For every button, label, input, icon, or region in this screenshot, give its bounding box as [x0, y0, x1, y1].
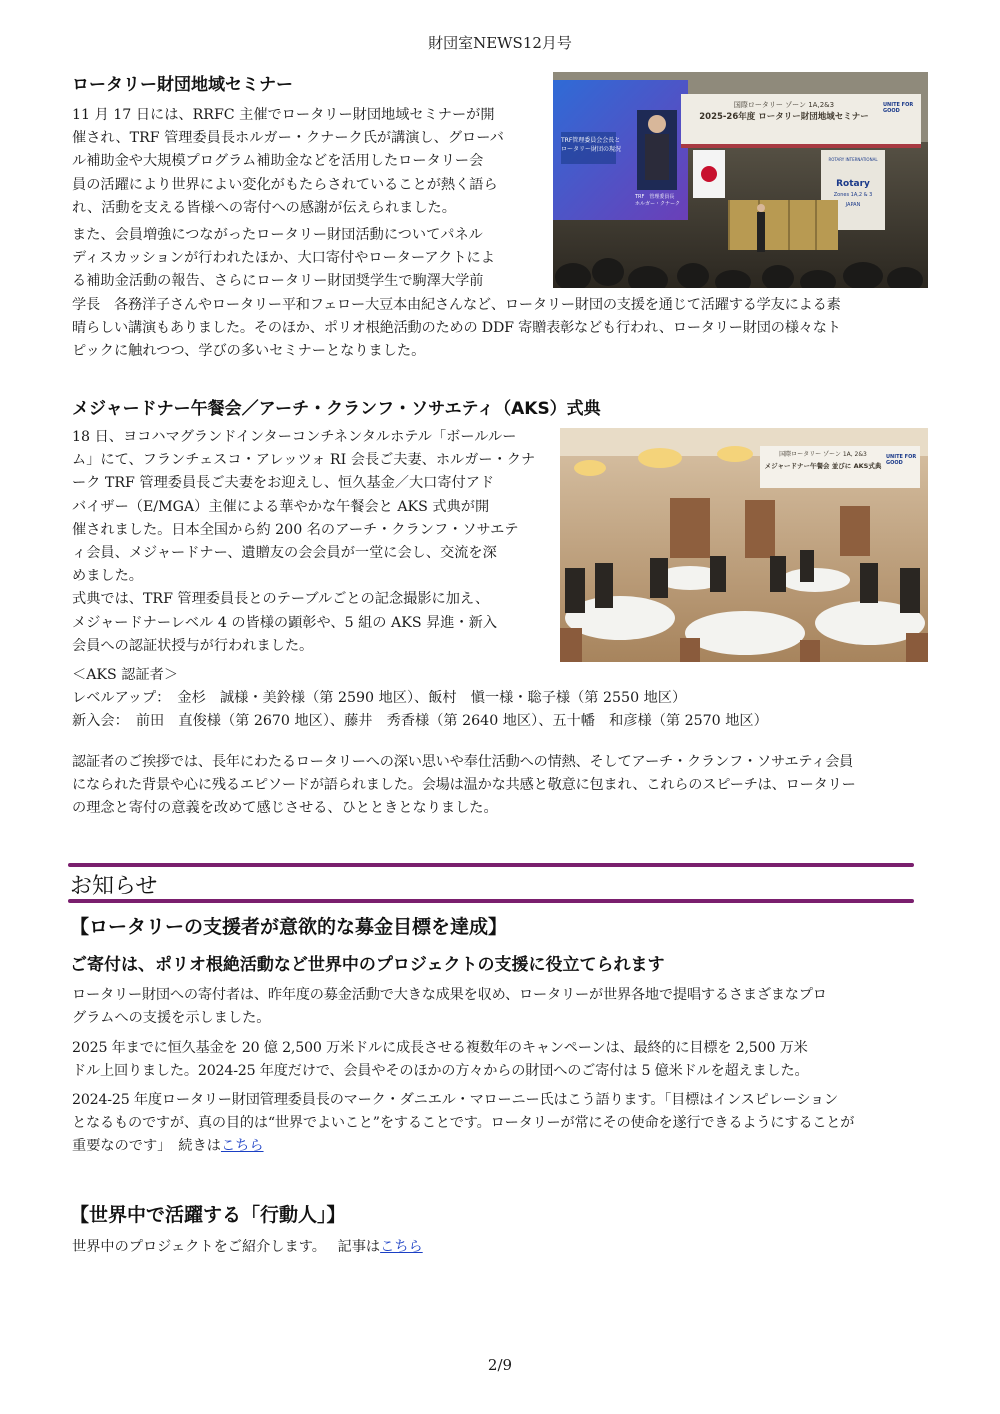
luncheon-paragraph: [72, 426, 557, 658]
screen-speaker-line: ホルガー・クナーク: [635, 201, 681, 207]
text-line: 2025 年までに恒久基金を 20 億 2,500 万米ドルに成長させる複数年のキャンペーンは、最終的に目標を 2,500 万米: [72, 1040, 808, 1056]
rotary-panel-line: Zones 1A,2 & 3: [833, 192, 873, 198]
seminar-heading: ロータリー財団地域セミナー: [72, 75, 293, 95]
text-line: 会員への認証状授与が行われました。: [72, 637, 314, 654]
text-line: 催されました。日本全国から約 200 名のアーチ・クランフ・ソサエテ: [72, 521, 519, 538]
text-line: 18 日、ヨコハマグランドインターコンチネンタルホテル「ボールルー: [72, 429, 517, 445]
continue-reading-link[interactable]: こちら: [220, 1138, 264, 1155]
text-line: ドル上回りました。2024-25 年度だけで、会員やそのほかの方々からの財団へのご寄付は 5 億米ドルを超えました。: [72, 1063, 809, 1080]
text-line: バイザー（E/MGA）主催による華やかな午餐会と AKS 式典が開: [72, 498, 490, 515]
notice-1-subtitle: ご寄付は、ポリオ根絶活動など世界中のプロジェクトの支援に役立てられます: [70, 955, 665, 975]
notice-1-title: 【ロータリーの支援者が意欲的な募金目標を達成】: [70, 916, 508, 938]
text-line: メジャードナーレベル 4 の皆様の顕彰や、5 組の AKS 昇進・新入: [72, 614, 498, 631]
seminar-photo: [553, 72, 928, 288]
text-line: ーク TRF 管理委員長ご夫妻をお迎えし、恒久基金／大口寄付アド: [72, 475, 495, 492]
luncheon-heading: メジャードナー午餐会／アーチ・クランフ・ソサエティ（AKS）式典: [72, 399, 601, 419]
text-line: また、会員増強につながったロータリー財団活動についてパネル: [72, 227, 483, 243]
page-number: 2/9: [487, 1356, 513, 1374]
text-line: 式典では、TRF 管理委員長とのテーブルごとの記念撮影に加え、: [72, 591, 490, 608]
rotary-panel: [823, 156, 883, 211]
seminar-paragraph-1: [72, 104, 552, 220]
text-line: グラムへの支援を示しました。: [72, 1010, 271, 1027]
text-line: 2024-25 年度ロータリー財団管理委員長のマーク・ダニエル・マローニー氏はこう語ります。「目標はインスピレーション: [72, 1092, 838, 1108]
screen-title-line: TRF管理委員会会長と: [561, 137, 621, 144]
banner-line: 国際ロータリー ゾーン 1A, 2&3: [779, 451, 867, 458]
luncheon-photo: [560, 428, 928, 662]
text-line: 催され、TRF 管理委員長ホルガー・クナーク氏が講演し、グローバ: [72, 130, 504, 147]
banner-line: 国際ロータリー ゾーン 1A,2&3: [733, 101, 835, 109]
notices-section-title: お知らせ: [70, 874, 158, 899]
screen-title: [561, 136, 621, 154]
text-line: 学長 各務洋子さんやロータリー平和フェロー大豆本由紀さんなど、ロータリー財団の支援を通じて活躍する学友による素: [72, 296, 841, 313]
text-line-with-link: [72, 1236, 932, 1259]
text-line: ィ会員、メジャードナー、遺贈友の会会員が一堂に会し、交流を深: [72, 545, 497, 562]
text-line: 重要なのです」 続きは: [72, 1138, 221, 1155]
aks-title: ＜AKS 認証者＞: [72, 667, 179, 683]
aks-level-up: レベルアップ： 金杉 誠様・美鈴様（第 2590 地区）、飯村 愼一様・聡子様（第 2550 地区）: [72, 690, 687, 707]
text-line: 員の活躍により世界によい変化がもたらされていることが熱く語ら: [72, 176, 498, 193]
text-line: めました。: [72, 568, 143, 585]
rotary-panel-line: ROTARY INTERNATIONAL: [828, 157, 878, 162]
text-line: ロータリー財団への寄付者は、昨年度の募金活動で大きな成果を収め、ロータリーが世界各地で提唱するさまざまなプロ: [72, 987, 827, 1003]
text-line: 世界中のプロジェクトをご紹介します。 記事は: [72, 1239, 381, 1255]
text-line: ム」にて、フランチェスコ・アレッツォ RI 会長ご夫妻、ホルガー・クナ: [72, 452, 536, 469]
notice-1-paragraph-1: [72, 984, 932, 1030]
aks-new-members: 新入会： 前田 直俊様（第 2670 地区）、藤井 秀香様（第 2640 地区）、五十幡 和彦様（第 2570 地区）: [72, 713, 768, 730]
rotary-panel-line: JAPAN: [845, 202, 861, 208]
notice-1-paragraph-3: [72, 1089, 932, 1159]
document-header: 財団室NEWS12月号: [428, 34, 572, 52]
text-line-with-link: [72, 1135, 932, 1158]
banner-badge: UNITE FOR GOOD: [883, 102, 914, 114]
text-line: になられた背景や心に残るエピソードが語られました。会場は温かな共感と敬意に包まれ、これらのスピーチは、ロータリー: [72, 777, 856, 794]
text-line: る補助金活動の報告、さらにロータリー財団奨学生で駒澤大学前: [72, 273, 484, 290]
article-link[interactable]: こちら: [380, 1239, 423, 1255]
luncheon-banner: [764, 450, 882, 472]
text-line: ディスカッションが行われたほか、大口寄付やローターアクトによ: [72, 250, 495, 267]
notice-2-title: 【世界中で活躍する「行動人」】: [70, 1204, 346, 1226]
text-line: の理念と寄付の意義を改めて感じさせる、ひとときとなりました。: [72, 800, 498, 817]
luncheon-closing: [72, 751, 932, 821]
banner-line: 2025-26年度 ロータリー財団地域セミナー: [699, 112, 869, 122]
notice-1-paragraph-2: [72, 1037, 932, 1083]
banner-line: メジャードナー午餐会 並びに AKS式典: [764, 462, 882, 470]
text-line: 11 月 17 日には、RRFC 主催でロータリー財団地域セミナーが開: [72, 107, 495, 123]
text-line: れ、活動を支える皆様への寄付への感謝が伝えられました。: [72, 199, 456, 216]
section-rule-bottom: [68, 899, 914, 903]
aks-recipients: [72, 664, 932, 734]
text-line: 晴らしい講演もありました。そのほか、ポリオ根絶活動のための DDF 寄贈表彰なども行われ、ロータリー財団の様々なト: [72, 319, 841, 336]
text-line: ル補助金や大規模プログラム補助金などを活用したロータリー会: [72, 153, 484, 170]
text-line: となるものですが、真の目的は“世界でよいこと”をすることです。ロータリーが常にその使命を遂行できるようにすることが: [72, 1115, 855, 1132]
section-rule-top: [68, 863, 914, 867]
screen-speaker-line: TRF 管理委員長: [635, 194, 675, 200]
rotary-panel-line: Rotary: [836, 179, 870, 189]
text-line: ピックに触れつつ、学びの多いセミナーとなりました。: [72, 343, 426, 360]
notice-2-paragraph: [72, 1236, 932, 1259]
screen-title-line: ロータリー財団の現況: [561, 146, 622, 153]
screen-speaker-name: [635, 194, 685, 208]
banner-badge: UNITE FOR GOOD: [886, 454, 917, 466]
seminar-banner: [689, 100, 879, 124]
text-line: 認証者のご挨拶では、長年にわたるロータリーへの深い思いや奉仕活動への情熱、そしてアーチ・クランフ・ソサエティ会員: [72, 754, 854, 770]
